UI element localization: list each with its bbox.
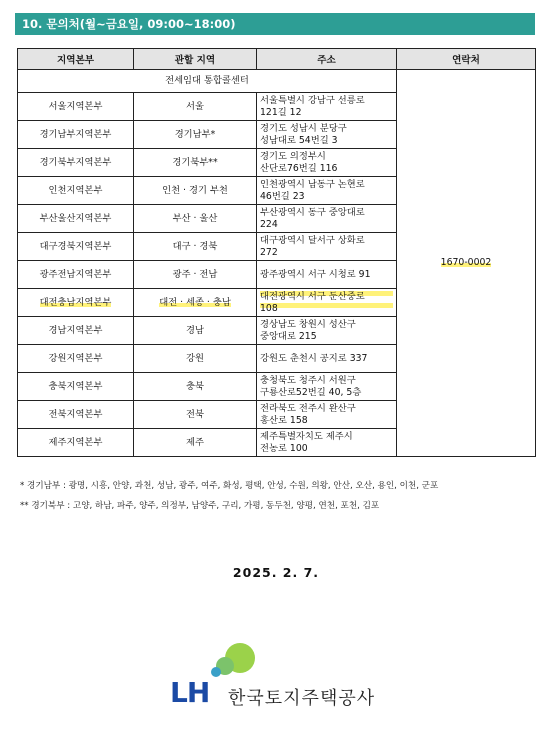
- logo-mark: LH: [170, 676, 210, 709]
- address-cell: [257, 205, 397, 233]
- area-cell: 부산 · 울산: [134, 205, 257, 233]
- area-cell: 인천 · 경기 부천: [134, 177, 257, 205]
- region-cell-text: 대전충남지역본부: [39, 296, 112, 308]
- region-cell: 경기남부지역본부: [18, 121, 134, 149]
- area-cell: 광주 · 전남: [134, 261, 257, 289]
- address-line-1: 경상남도 창원시 성산구: [260, 318, 356, 330]
- area-cell: 강원: [134, 345, 257, 373]
- header-area: 관할 지역: [134, 49, 257, 70]
- address-line-1: 강원도 춘천시 공지로 337: [260, 352, 368, 364]
- address-line-2: 224: [260, 218, 278, 230]
- integrated-center-label: 전세임대 통합콜센터: [18, 70, 397, 93]
- address-line-1: 서울특별시 강남구 선릉로: [260, 94, 365, 106]
- region-cell: 인천지역본부: [18, 177, 134, 205]
- table-header-row: [18, 49, 536, 70]
- area-cell: 서울: [134, 93, 257, 121]
- address-line-2: 272: [260, 246, 278, 258]
- region-cell: 강원지역본부: [18, 345, 134, 373]
- region-cell: 충북지역본부: [18, 373, 134, 401]
- address-cell: [257, 177, 397, 205]
- address-line-1: 전라북도 전주시 완산구: [260, 402, 356, 414]
- address-line-1: 광주광역시 서구 시청로 91: [260, 268, 371, 280]
- address-cell: [257, 261, 397, 289]
- address-line-1: 충청북도 청주시 서원구: [260, 374, 356, 386]
- lh-logo: [170, 642, 400, 712]
- address-cell: [257, 93, 397, 121]
- region-cell: 대구경북지역본부: [18, 233, 134, 261]
- contact-table: [17, 48, 536, 457]
- area-cell: 경남: [134, 317, 257, 345]
- region-cell: 부산울산지역본부: [18, 205, 134, 233]
- region-cell: 전북지역본부: [18, 401, 134, 429]
- address-line-2: 구룡산로52번길 40, 5층: [260, 386, 362, 398]
- region-cell: 경남지역본부: [18, 317, 134, 345]
- area-cell: 경기남부*: [134, 121, 257, 149]
- section-title: 10. 문의처(월~금요일, 09:00~18:00): [15, 13, 535, 35]
- area-cell: 경기북부**: [134, 149, 257, 177]
- area-cell: 대구 · 경북: [134, 233, 257, 261]
- area-cell: 제주: [134, 429, 257, 457]
- table-row: [18, 70, 536, 93]
- address-cell: [257, 401, 397, 429]
- area-cell: 전북: [134, 401, 257, 429]
- area-cell-text: 대전 · 세종 · 충남: [159, 296, 231, 308]
- region-cell: 광주전남지역본부: [18, 261, 134, 289]
- address-line-2: 46번길 23: [260, 190, 305, 202]
- address-line-2: 홍산로 158: [260, 414, 308, 426]
- region-cell: 제주지역본부: [18, 429, 134, 457]
- footnote-gyeonggi-north: ** 경기북부 : 고양, 하남, 파주, 양주, 의정부, 남양주, 구리, 가평, 동두천, 양평, 연천, 포천, 김포: [20, 501, 380, 511]
- address-line-1: 대구광역시 달서구 상화로: [260, 234, 365, 246]
- address-line-1: 대전광역시 서구 둔산중로: [260, 291, 393, 303]
- address-line-2: 108: [260, 303, 393, 315]
- address-line-2: 성남대로 54번길 3: [260, 134, 338, 146]
- address-line-1: 경기도 의정부시: [260, 150, 326, 162]
- address-line-2: 중앙대로 215: [260, 330, 317, 342]
- region-cell: 경기북부지역본부: [18, 149, 134, 177]
- address-cell: [257, 289, 397, 317]
- address-line-1: 제주특별자치도 제주시: [260, 430, 353, 442]
- header-contact: 연락처: [397, 49, 536, 70]
- address-line-2: 전농로 100: [260, 442, 308, 454]
- address-cell: [257, 345, 397, 373]
- header-address: 주소: [257, 49, 397, 70]
- address-cell: [257, 121, 397, 149]
- address-cell: [257, 373, 397, 401]
- footnote-gyeonggi-south: * 경기남부 : 광명, 시흥, 안양, 과천, 성남, 광주, 여주, 화성, 평택, 안성, 수원, 의왕, 안산, 오산, 용인, 이천, 군포: [20, 481, 439, 491]
- address-cell: [257, 233, 397, 261]
- header-region: 지역본부: [18, 49, 134, 70]
- area-cell: [134, 289, 257, 317]
- phone-number: 1670-0002: [440, 257, 492, 268]
- address-line-2: 산단로76번길 116: [260, 162, 338, 174]
- address-cell: [257, 429, 397, 457]
- address-line-1: 인천광역시 남동구 논현로: [260, 178, 365, 190]
- address-line-1: 경기도 성남시 분당구: [260, 122, 347, 134]
- document-date: 2025. 2. 7.: [232, 565, 320, 580]
- address-line-1: 부산광역시 동구 중앙대로: [260, 206, 365, 218]
- address-cell: [257, 317, 397, 345]
- address-line-2: 121길 12: [260, 106, 302, 118]
- address-cell: [257, 149, 397, 177]
- region-cell: [18, 289, 134, 317]
- phone-cell: [397, 70, 536, 457]
- logo-company-name: 한국토지주택공사: [228, 688, 376, 709]
- region-cell: 서울지역본부: [18, 93, 134, 121]
- area-cell: 충북: [134, 373, 257, 401]
